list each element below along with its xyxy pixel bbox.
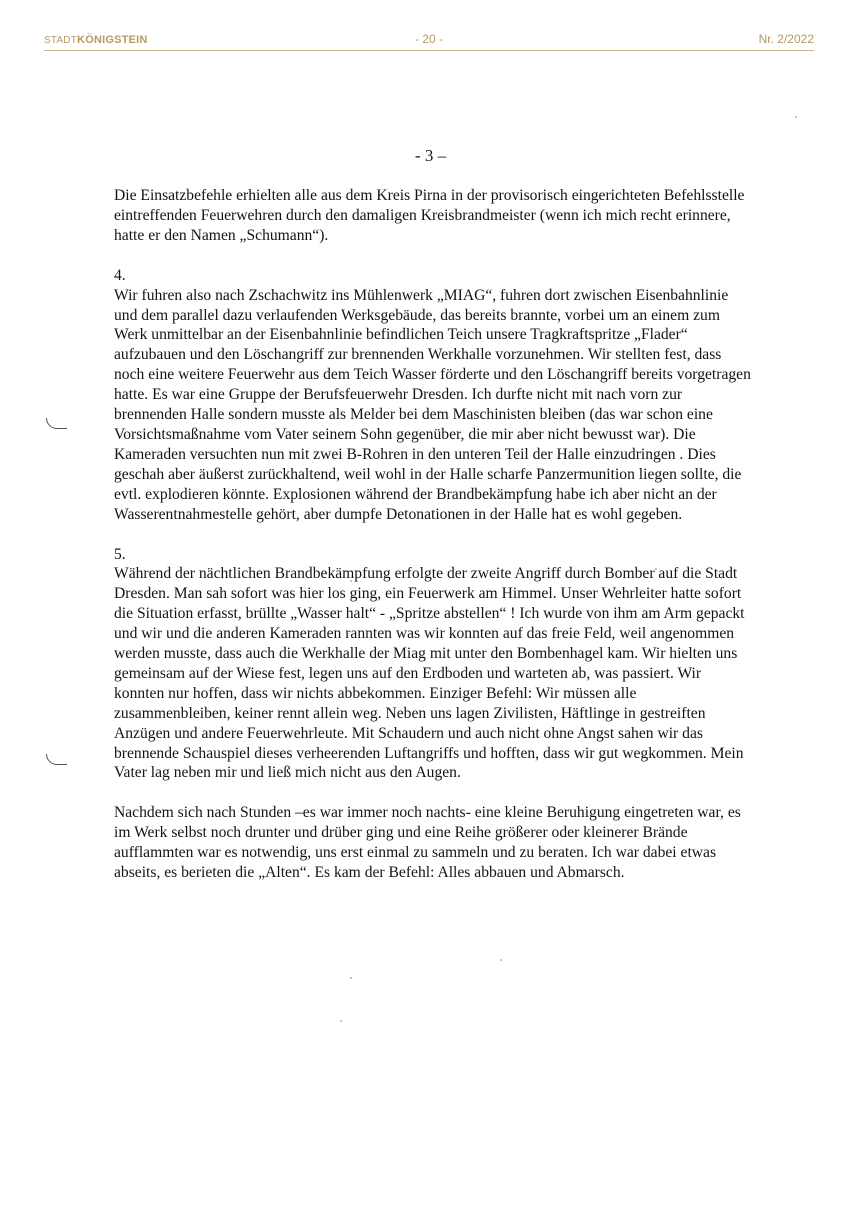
brand-name: KÖNIGSTEIN bbox=[77, 34, 148, 46]
paragraph-text: Während der nächtlichen Brandbekämpfung erfolgte der zweite Angriff durch Bomber auf die Stadt Dresden. Man sah sofort was hier los ging, ein Feuerwerk am Himmel. Unser Wehrleiter hatte sofort die Situation erfasst, brüllte „Wasser halt“ - „Spritze abstellen“ ! Ich wurde von ihm am Arm gepackt und wir und die anderen Kameraden rannten was wir konnten auf das freie Feld, weil angenommen werden musste, dass auch die Werkhalle der Miag mit unter den Bombenhagel kam. Wir hielten uns gemeinsam auf der Wiese fest, legen uns auf den Erdboden und warteten ab, was passiert. Wir konnten nur hoffen, dass wir nichts abbekommen. Einziger Befehl: Wir müssen alle zusammenbleiben, keiner rennt allein weg. Neben uns lagen Zivilisten, Häftlinge in gestreiften Anzügen und andere Feuerwehrleute. Mit Schaudern und auch nicht ohne Angst sahen wir das brennende Schauspiel dieses verheerenden Luftangriffs und hofften, dass wir gut wegkommen. Mein Vater lag neben mir und ließ mich nicht aus den Augen. bbox=[114, 565, 745, 782]
paragraph-closing bbox=[114, 803, 754, 883]
margin-pencil-mark bbox=[46, 754, 67, 765]
page-header bbox=[44, 30, 814, 51]
issue-number: Nr. 2/2022 bbox=[758, 32, 814, 46]
margin-pencil-mark bbox=[46, 418, 67, 429]
paragraph-text: Wir fuhren also nach Zschachwitz ins Mühlenwerk „MIAG“, fuhren dort zwischen Eisenbahnlinie und dem parallel dazu verlaufenden Werksgebäude, das bereits brannte, vorbei um an einem zum Werk unmittelbar an der Eisenbahnlinie befindlichen Teich unsere Tragkraftspritze „Flader“ aufzubauen und den Löschangriff zur brennenden Werkhalle vorzunehmen. Wir stellten fest, dass noch eine weitere Feuerwehr aus dem Teich Wasser förderte und den Löschangriff bereits vorgetragen hatte. Es war eine Gruppe der Berufsfeuerwehr Dresden. Ich durfte nicht mit nach vorn zur brennenden Halle sondern musste als Melder bei dem Maschinisten bleiben (das war schon eine Vorsichtsmaßnahme vom Vater seinem Sohn gegenüber, die mir aber nicht bewusst war). Die Kameraden versuchten nun mit zwei B-Rohren in den unteren Teil der Halle einzudringen . Dies geschah aber äußerst zurückhaltend, weil wohl in der Halle scharfe Panzermunition liegen sollte, die evtl. explodieren könnte. Explosionen während der Brandbekämpfung habe ich aber nicht an der Wasserentnahmestelle gehört, aber dumpfe Detonationen in der Halle hat es wohl gegeben. bbox=[114, 286, 751, 523]
scan-speck bbox=[500, 959, 502, 961]
scan-speck bbox=[340, 1020, 342, 1022]
paragraph-text: Nachdem sich nach Stunden –es war immer noch nachts- eine kleine Beruhigung eingetreten war, es im Werk selbst noch drunter und drüber ging und eine Reihe größerer oder kleinerer Brände aufflammten war es notwendig, uns erst einmal zu sammeln und zu beraten. Ich war dabei etwas abseits, es berieten die „Alten“. Es kam der Befehl: Alles abbauen und Abmarsch. bbox=[114, 804, 741, 882]
paragraph-number: 5. bbox=[114, 545, 126, 563]
scan-speck bbox=[350, 977, 352, 979]
paragraph-intro bbox=[114, 186, 754, 246]
paragraph-5 bbox=[114, 545, 754, 784]
letter-page-marker: - 3 – bbox=[414, 146, 447, 165]
paragraph-4 bbox=[114, 266, 754, 525]
page-number: - 20 - bbox=[414, 32, 443, 46]
paragraph-number: 4. bbox=[114, 266, 126, 284]
letter-body bbox=[114, 186, 754, 903]
scanned-letter-page bbox=[0, 140, 861, 1140]
paragraph-text: Die Einsatzbefehle erhielten alle aus dem Kreis Pirna in der provisorisch eingerichteten Befehlsstelle eintreffenden Feuerwehren durch den damaligen Kreisbrandmeister (wenn ich mich recht erinnere, hatte er den Namen „Schumann“). bbox=[114, 187, 745, 244]
scan-speck bbox=[795, 116, 797, 118]
brand-prefix: STADT bbox=[44, 35, 78, 46]
